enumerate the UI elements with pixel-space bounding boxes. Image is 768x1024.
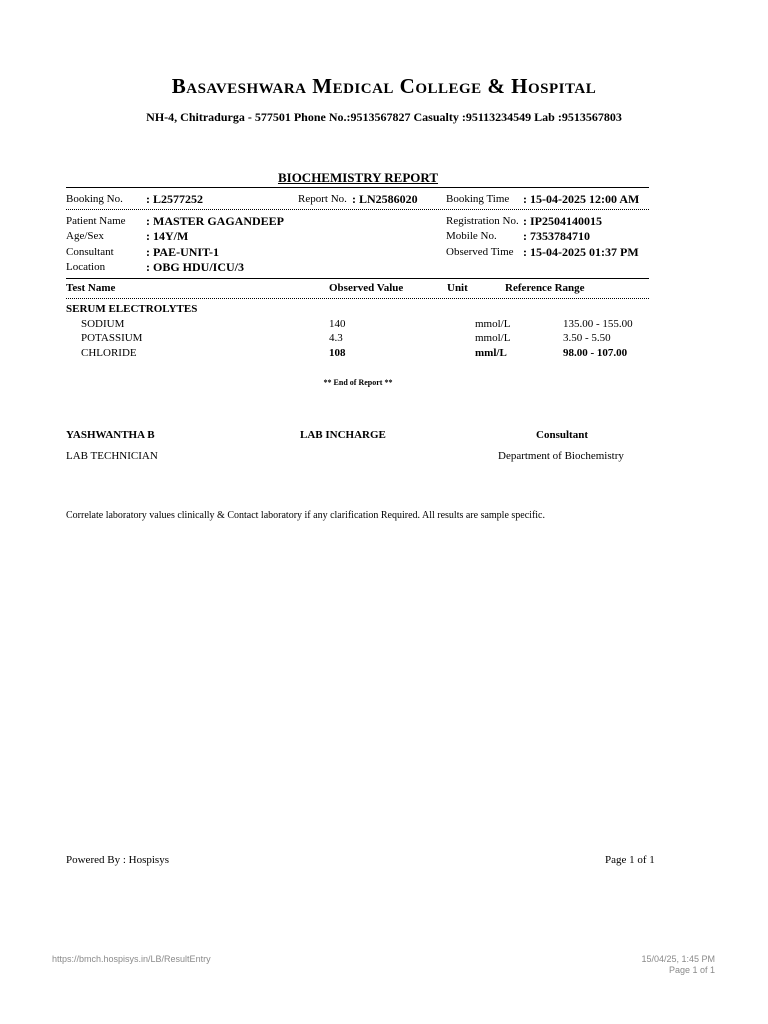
print-datetime: 15/04/25, 1:45 PM	[641, 954, 715, 964]
test-unit: mmol/L	[475, 332, 511, 344]
test-range: 135.00 - 155.00	[563, 318, 633, 330]
registration-label: Registration No.	[446, 215, 519, 227]
col-unit: Unit	[447, 282, 468, 294]
observed-time-value: : 15-04-2025 01:37 PM	[523, 245, 639, 259]
booking-no-label: Booking No.	[66, 193, 123, 205]
test-value: 4.3	[329, 332, 343, 344]
test-range: 3.50 - 5.50	[563, 332, 611, 344]
test-group-title: SERUM ELECTROLYTES	[66, 303, 198, 315]
consultant-department: Department of Biochemistry	[498, 450, 624, 462]
disclaimer: Correlate laboratory values clinically & Contact laboratory if any clarification Required. All results are sample specific.	[66, 510, 545, 521]
end-of-report: ** End of Report **	[323, 378, 393, 387]
col-reference-range: Reference Range	[505, 282, 585, 294]
patient-name-label: Patient Name	[66, 215, 126, 227]
age-sex-value: : 14Y/M	[146, 229, 189, 243]
hospital-name: Basaveshwara Medical College & Hospital	[171, 74, 597, 98]
patient-divider	[66, 278, 649, 279]
consultant-label: Consultant	[66, 246, 114, 258]
observed-time-label: Observed Time	[446, 246, 514, 258]
consultant-value: : PAE-UNIT-1	[146, 245, 220, 259]
report-title: BIOCHEMISTRY REPORT	[277, 170, 439, 185]
hospital-address: NH-4, Chitradurga - 577501 Phone No.:9513567827 Casualty :95113234549 Lab :9513567803	[146, 110, 622, 124]
col-test-name: Test Name	[66, 282, 116, 294]
print-page: Page 1 of 1	[668, 965, 715, 975]
col-observed-value: Observed Value	[329, 282, 404, 294]
booking-time-label: Booking Time	[446, 193, 510, 205]
mobile-label: Mobile No.	[446, 230, 497, 242]
top-rule	[66, 187, 649, 188]
age-sex-label: Age/Sex	[66, 230, 104, 242]
booking-no-value: : L2577252	[146, 192, 203, 206]
location-value: : OBG HDU/ICU/3	[146, 260, 245, 274]
lab-incharge: LAB INCHARGE	[300, 429, 386, 441]
report-no-label: Report No.	[298, 193, 347, 205]
test-unit: mml/L	[475, 347, 507, 359]
test-name: SODIUM	[81, 318, 125, 330]
powered-by: Powered By : Hospisys	[66, 854, 169, 866]
test-range: 98.00 - 107.00	[563, 347, 628, 359]
location-label: Location	[66, 261, 106, 273]
consultant-signature: Consultant	[536, 429, 588, 441]
registration-value: : IP2504140015	[523, 214, 602, 228]
test-value: 140	[329, 318, 346, 330]
header-divider	[66, 298, 649, 299]
report-no-value: : LN2586020	[352, 192, 418, 206]
test-unit: mmol/L	[475, 318, 511, 330]
page-number: Page 1 of 1	[605, 854, 655, 866]
test-name: POTASSIUM	[81, 332, 143, 344]
technician-role: LAB TECHNICIAN	[66, 450, 158, 462]
mobile-value: : 7353784710	[523, 229, 590, 243]
technician-name: YASHWANTHA B	[66, 429, 155, 441]
patient-name-value: : MASTER GAGANDEEP	[146, 214, 285, 228]
test-value: 108	[329, 347, 346, 359]
print-url: https://bmch.hospisys.in/LB/ResultEntry	[52, 954, 211, 964]
booking-time-value: : 15-04-2025 12:00 AM	[523, 192, 640, 206]
test-name: CHLORIDE	[81, 347, 137, 359]
booking-divider	[66, 209, 649, 210]
